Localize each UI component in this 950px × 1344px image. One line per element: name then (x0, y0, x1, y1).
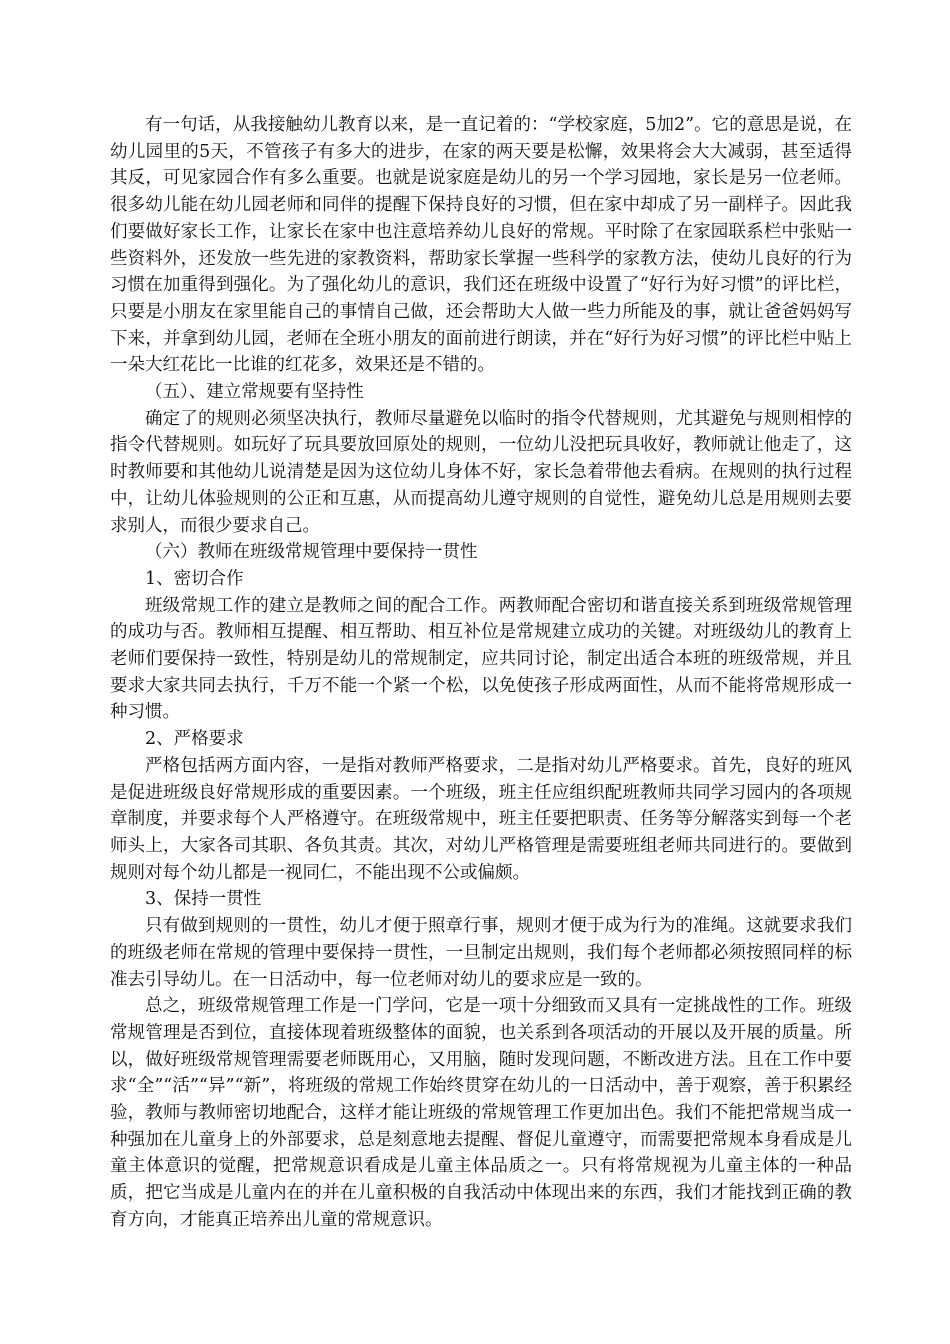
subheading-strict-requirements: 2、严格要求 (145, 729, 244, 750)
subheading-close-cooperation: 1、密切合作 (145, 568, 244, 589)
paragraph-persistence: 确定了的规则必须坚决执行，教师尽量避免以临时的指令代替规则，尤其避免与规则相悖的指令代替规则。如玩好了玩具要放回原处的规则，一位幼儿没把玩具收好，教师就让他走了，这时教师要和其他幼儿说清楚是因为这位幼儿身体不好，家长急着带他去看病。在规则的执行过程中，让幼儿体验规则的公正和互惠，从而提高幼儿遵守规则的自觉性，避免幼儿总是用规则去要求别人，而很少要求自己。 (110, 408, 852, 536)
paragraph-conclusion: 总之，班级常规管理工作是一门学问，它是一项十分细致而又具有一定挑战性的工作。班级常规管理是否到位，直接体现着班级整体的面貌，也关系到各项活动的开展以及开展的质量。所以，做好班级常规管理需要老师既用心，又用脑，随时发现问题，不断改进方法。且在工作中要求“全”“活”“异”“新”，将班级的常规工作始终贯穿在幼儿的一日活动中，善于观察，善于积累经验，教师与教师密切地配合，这样才能让班级的常规管理工作更加出色。我们不能把常规当成一种强加在儿童身上的外部要求，总是刻意地去提醒、督促儿童遵守，而需要把常规本身看成是儿童主体意识的觉醒，把常规意识看成是儿童主体品质之一。只有将常规视为儿童主体的一种品质，把它当成是儿童内在的并在儿童积极的自我活动中体现出来的东西，我们才能找到正确的教育方向，才能真正培养出儿童的常规意识。 (110, 996, 852, 1230)
section-heading-consistency: （六）教师在班级常规管理中要保持一贯性 (145, 542, 478, 563)
section-heading-persistence: （五）、建立常规要有坚持性 (145, 382, 364, 403)
paragraph-strict-requirements: 严格包括两方面内容，一是指对教师严格要求，二是指对幼儿严格要求。首先，良好的班风是促进班级良好常规形成的重要因素。一个班级，班主任应组织配班教师共同学习园内的各项规章制度，并要求每个人严格遵守。在班级常规中，班主任要把职责、任务等分解落实到每一个老师头上，大家各司其职、各负其责。其次，对幼儿严格管理是需要班组老师共同进行的。要做到规则对每个幼儿都是一视同仁，不能出现不公或偏颇。 (110, 755, 852, 883)
paragraph-home-school-cooperation: 有一句话，从我接触幼儿教育以来，是一直记着的：“学校家庭，5加2”。它的意思是说，在幼儿园里的5天，不管孩子有多大的进步，在家的两天要是松懈，效果将会大大减弱，甚至适得其反，可见家园合作有多么重要。也就是说家庭是幼儿的另一个学习园地，家长是另一位老师。很多幼儿能在幼儿园老师和同伴的提醒下保持良好的习惯，但在家中却成了另一副样子。因此我们要做好家长工作，让家长在家中也注意培养幼儿良好的常规。平时除了在家园联系栏中张贴一些资料外，还发放一些先进的家教资料，帮助家长掌握一些科学的家教方法，使幼儿良好的行为习惯在加重得到强化。为了强化幼儿的意识，我们还在班级中设置了“好行为好习惯”的评比栏，只要是小朋友在家里能自己的事情自己做，还会帮助大人做一些力所能及的事，就让爸爸妈妈写下来，并拿到幼儿园，老师在全班小朋友的面前进行朗读，并在“好行为好习惯”的评比栏中贴上一朵大红花比一比谁的红花多，效果还是不错的。 (110, 115, 852, 376)
subheading-keep-consistency: 3、保持一贯性 (145, 889, 262, 910)
paragraph-keep-consistency: 只有做到规则的一贯性，幼儿才便于照章行事，规则才便于成为行为的准绳。这就要求我们的班级老师在常规的管理中要保持一贯性，一旦制定出规则，我们每个老师都必须按照同样的标准去引导幼儿。在一日活动中，每一位老师对幼儿的要求应是一致的。 (110, 916, 852, 990)
paragraph-close-cooperation: 班级常规工作的建立是教师之间的配合工作。两教师配合密切和谐直接关系到班级常规管理的成功与否。教师相互提醒、相互帮助、相互补位是常规建立成功的关键。对班级幼儿的教育上老师们要保持一致性，特别是幼儿的常规制定，应共同讨论，制定出适合本班的班级常规，并且要求大家共同去执行，千万不能一个紧一个松，以免使孩子形成两面性，从而不能将常规形成一种习惯。 (110, 595, 852, 723)
document-page (110, 112, 852, 1234)
